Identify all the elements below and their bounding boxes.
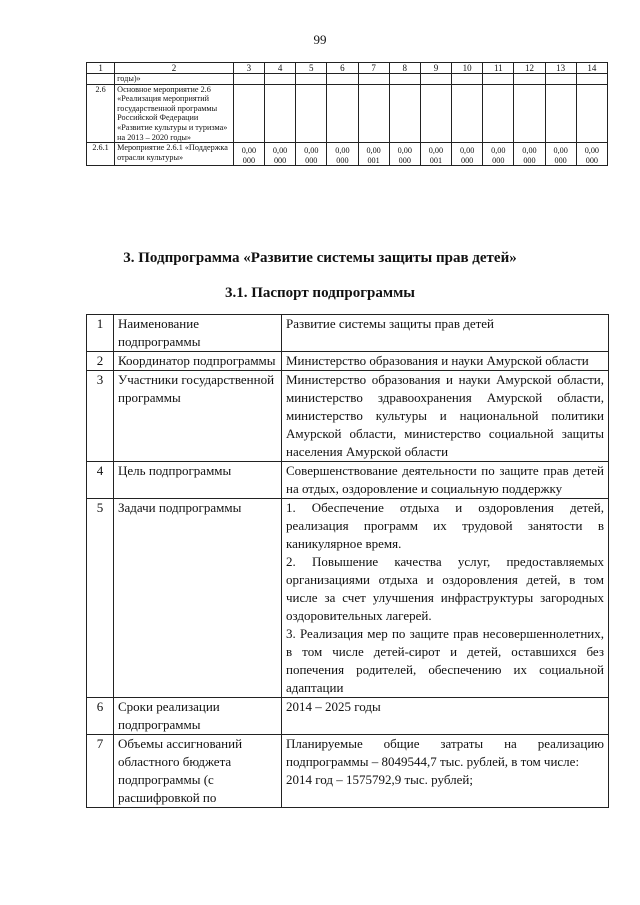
page-number: 99 — [313, 32, 327, 47]
passport-row-value — [282, 499, 609, 698]
header-cell: 8 — [389, 63, 420, 74]
header-cell: 6 — [327, 63, 358, 74]
value-cell — [483, 74, 514, 85]
value-cell — [514, 84, 545, 143]
header-cell: 14 — [576, 63, 607, 74]
header-cell: 12 — [514, 63, 545, 74]
passport-row-label: Задачи подпрограммы — [114, 499, 282, 698]
value-cell — [358, 74, 389, 85]
value-cell: 0,00 000 — [233, 143, 264, 166]
passport-row-label: Объемы ассигнований областного бюджета подпрограммы (с расшифровкой по — [114, 735, 282, 808]
passport-row-label: Сроки реализации подпрограммы — [114, 698, 282, 735]
passport-row-label: Участники государственной программы — [114, 371, 282, 462]
header-cell: 10 — [452, 63, 483, 74]
row-name: Основное мероприятие 2.6 «Реализация мероприятий государственной программы Российской Федерации «Развитие культуры и туризма» на 2013 – 2020 годы» — [115, 84, 234, 143]
passport-row-number: 6 — [87, 698, 114, 735]
value-cell — [233, 84, 264, 143]
passport-value-paragraph: Министерство образования и науки Амурской области, министерство здравоохранения Амурской области, министерство культуры и национальной политики Амурской области, министерство социальной защиты населения Амурской области — [286, 372, 604, 459]
passport-row-number: 7 — [87, 735, 114, 808]
value-cell — [576, 74, 607, 85]
passport-row — [87, 462, 609, 499]
value-cell — [265, 84, 296, 143]
header-cell: 3 — [233, 63, 264, 74]
row-number: 2.6 — [87, 84, 115, 143]
section-heading: 3. Подпрограмма «Развитие системы защиты прав детей» — [123, 250, 517, 266]
value-cell — [296, 74, 327, 85]
passport-row-value — [282, 315, 609, 352]
passport-row-label: Координатор подпрограммы — [114, 352, 282, 371]
value-cell: 0,00 001 — [358, 143, 389, 166]
value-cell — [327, 74, 358, 85]
header-cell: 1 — [87, 63, 115, 74]
value-cell — [452, 84, 483, 143]
value-cell — [420, 84, 451, 143]
value-cell — [420, 74, 451, 85]
passport-row-number: 5 — [87, 499, 114, 698]
value-cell — [452, 74, 483, 85]
budget-table — [86, 62, 608, 166]
passport-value-paragraph: Министерство образования и науки Амурской области — [286, 353, 589, 368]
value-cell: 0,00 000 — [452, 143, 483, 166]
passport-row-value — [282, 371, 609, 462]
value-cell — [545, 84, 576, 143]
table-row — [87, 84, 608, 143]
budget-table-header — [87, 63, 608, 74]
passport-row — [87, 315, 609, 352]
passport-row-value — [282, 352, 609, 371]
passport-row-number: 2 — [87, 352, 114, 371]
value-cell — [233, 74, 264, 85]
header-cell: 2 — [115, 63, 234, 74]
value-cell: 0,00 000 — [514, 143, 545, 166]
value-cell — [514, 74, 545, 85]
value-cell: 0,00 000 — [483, 143, 514, 166]
passport-row — [87, 371, 609, 462]
value-cell: 0,00 000 — [265, 143, 296, 166]
passport-row — [87, 698, 609, 735]
header-cell: 11 — [483, 63, 514, 74]
header-cell: 13 — [545, 63, 576, 74]
value-cell — [265, 74, 296, 85]
row-name: годы)» — [115, 74, 234, 85]
passport-row-value — [282, 462, 609, 499]
value-cell: 0,00 000 — [576, 143, 607, 166]
value-cell — [327, 84, 358, 143]
row-number — [87, 74, 115, 85]
passport-value-paragraph: Планируемые общие затраты на реализацию подпрограммы – 8049544,7 тыс. рублей, в том числе: — [286, 736, 604, 769]
header-cell: 7 — [358, 63, 389, 74]
passport-row-number: 4 — [87, 462, 114, 499]
header-cell: 5 — [296, 63, 327, 74]
passport-row-number: 3 — [87, 371, 114, 462]
passport-row-value — [282, 698, 609, 735]
passport-row-number: 1 — [87, 315, 114, 352]
row-number: 2.6.1 — [87, 143, 115, 166]
passport-value-paragraph: Совершенствование деятельности по защите прав детей на отдых, оздоровление и социальную поддержку — [286, 463, 604, 496]
passport-row-value — [282, 735, 609, 808]
value-cell — [545, 74, 576, 85]
value-cell — [483, 84, 514, 143]
header-cell: 9 — [420, 63, 451, 74]
passport-row — [87, 499, 609, 698]
value-cell: 0,00 000 — [296, 143, 327, 166]
value-cell — [576, 84, 607, 143]
passport-row-label: Цель подпрограммы — [114, 462, 282, 499]
passport-value-paragraph: 1. Обеспечение отдыха и оздоровления детей, реализация программ их трудовой занятости в каникулярное время. — [286, 500, 604, 551]
value-cell: 0,00 000 — [545, 143, 576, 166]
passport-value-paragraph: 2. Повышение качества услуг, предоставляемых организациями отдыха и оздоровления детей, в том числе за счет улучшения инфраструктуры загородных оздоровительных лагерей. — [286, 554, 604, 623]
passport-table — [86, 314, 609, 808]
value-cell: 0,00 000 — [327, 143, 358, 166]
value-cell — [296, 84, 327, 143]
passport-row — [87, 735, 609, 808]
value-cell: 0,00 001 — [420, 143, 451, 166]
value-cell: 0,00 000 — [389, 143, 420, 166]
passport-value-paragraph: 2014 год – 1575792,9 тыс. рублей; — [286, 772, 473, 787]
passport-row — [87, 352, 609, 371]
passport-value-paragraph: 3. Реализация мер по защите прав несовершеннолетних, в том числе детей-сирот и детей, оставшихся без попечения родителей, обеспечению их социальной адаптации — [286, 626, 604, 695]
header-cell: 4 — [265, 63, 296, 74]
value-cell — [389, 74, 420, 85]
table-row — [87, 143, 608, 166]
passport-row-label: Наименование подпрограммы — [114, 315, 282, 352]
value-cell — [358, 84, 389, 143]
value-cell — [389, 84, 420, 143]
passport-value-paragraph: 2014 – 2025 годы — [286, 699, 381, 714]
row-name: Мероприятие 2.6.1 «Поддержка отрасли культуры» — [115, 143, 234, 166]
table-row — [87, 74, 608, 85]
subsection-heading: 3.1. Паспорт подпрограммы — [224, 285, 416, 301]
passport-value-paragraph: Развитие системы защиты прав детей — [286, 316, 494, 331]
